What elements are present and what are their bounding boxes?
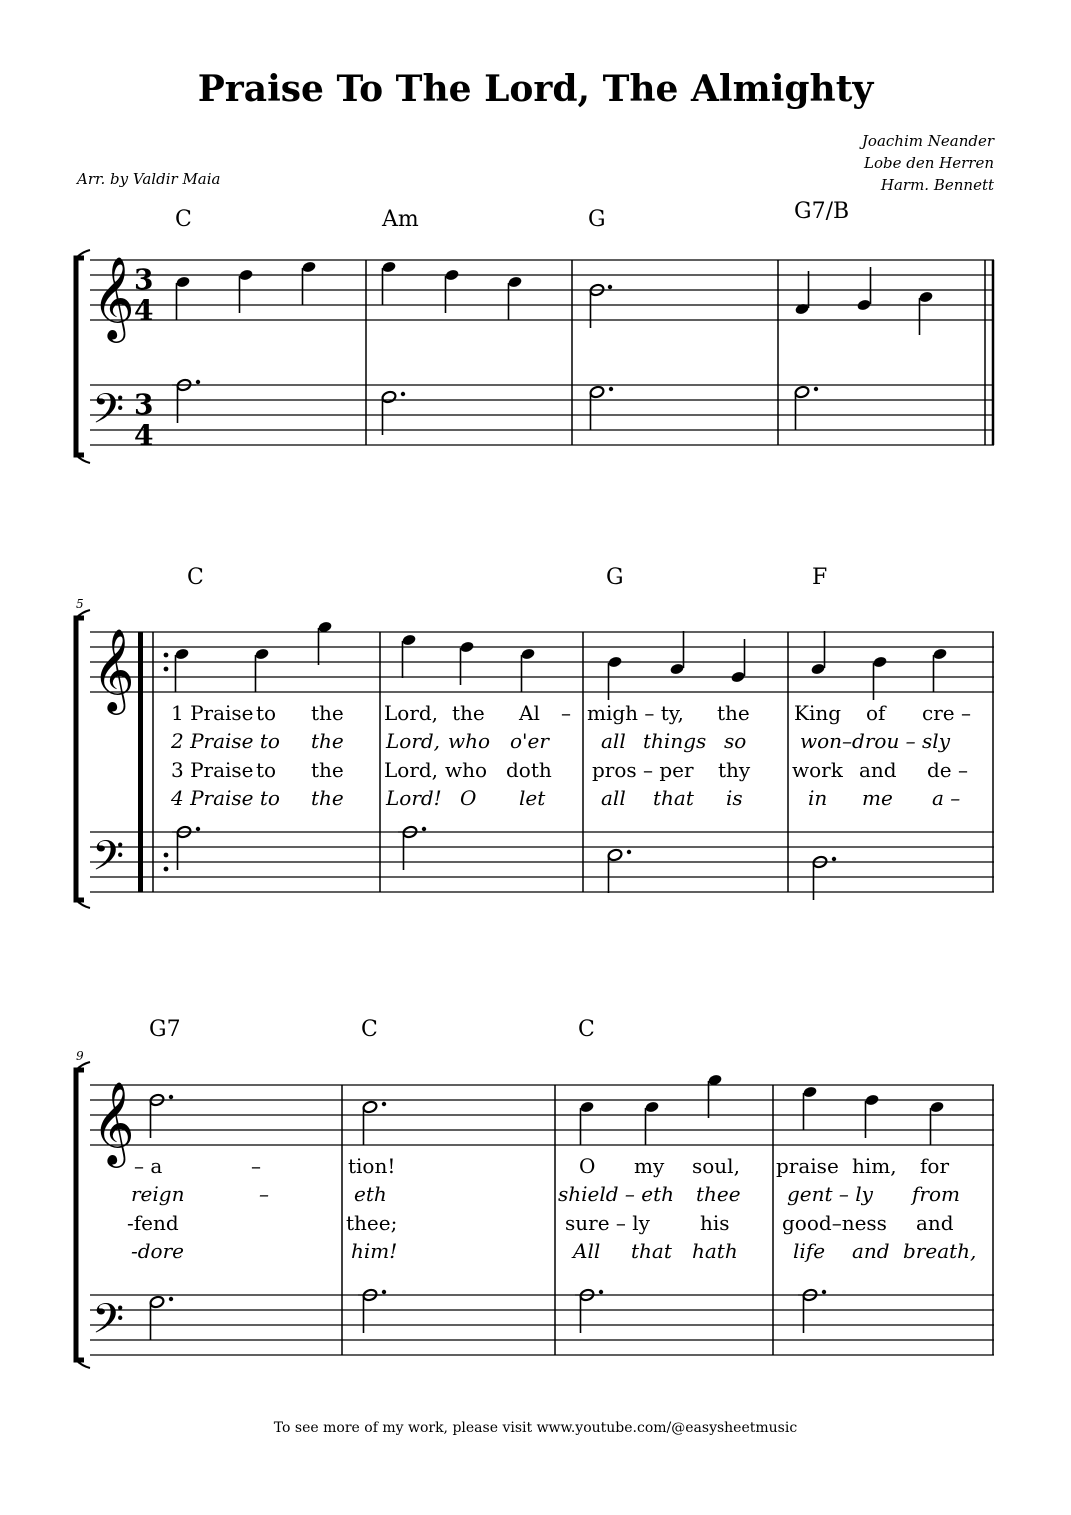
treble-clef-icon: 𝄞 <box>92 1080 135 1164</box>
chord-symbol: C <box>578 1017 595 1042</box>
lyric-syllable: – <box>251 1154 261 1178</box>
chord-symbol: F <box>812 565 828 590</box>
lyric-syllable: so <box>724 729 747 753</box>
lyric-syllable: sure – ly <box>565 1211 650 1235</box>
lyric-syllable: eth <box>354 1182 387 1206</box>
lyric-syllable: the <box>311 701 344 725</box>
lyric-syllable: all <box>601 729 626 753</box>
lyric-syllable: work <box>792 758 843 782</box>
lyric-syllable: tion! <box>348 1154 396 1178</box>
bass-clef-icon: 𝄢 <box>92 1295 125 1353</box>
chord-symbol: C <box>361 1017 378 1042</box>
lyric-syllable: All <box>573 1239 601 1263</box>
lyric-syllable: the <box>311 729 344 753</box>
lyric-syllable: a – <box>932 786 961 810</box>
lyric-syllable: good–ness <box>782 1211 887 1235</box>
lyric-syllable: shield – eth <box>558 1182 675 1206</box>
measure-8-treble <box>810 631 947 700</box>
lyric-syllable: Lord, <box>384 701 439 725</box>
treble-staff <box>90 1085 994 1145</box>
chord-symbol: G7/B <box>794 199 850 224</box>
system-1 <box>76 199 994 463</box>
lyric-syllable: the <box>311 758 344 782</box>
bass-staff <box>90 1295 994 1355</box>
lyric-syllable: him! <box>351 1239 398 1263</box>
chord-symbol: C <box>175 207 192 232</box>
bass-notes-system-1 <box>172 378 818 435</box>
lyric-syllable: things <box>643 729 707 753</box>
treble-staff <box>90 632 994 692</box>
system-bracket <box>76 618 84 900</box>
system-bracket <box>76 258 84 455</box>
chord-symbol: G7 <box>149 1017 181 1042</box>
lyric-syllable: praise <box>776 1154 839 1178</box>
lyric-syllable: Lord, <box>386 729 441 753</box>
lyric-syllable: for <box>920 1154 950 1178</box>
lyric-syllable: de – <box>927 758 968 782</box>
lyric-syllable: gent – ly <box>787 1182 873 1206</box>
lyric-syllable: Lord! <box>386 786 442 810</box>
chord-symbol: G <box>606 565 624 590</box>
lyric-syllable: who <box>445 758 488 782</box>
lyric-syllable: Lord, <box>384 758 439 782</box>
measure-number: 9 <box>76 1049 84 1063</box>
bass-staff <box>90 832 994 892</box>
lyric-syllable: King <box>794 701 842 725</box>
measure-10-treble <box>362 1100 386 1145</box>
lyric-syllable: of <box>866 701 886 725</box>
chord-symbol: G <box>588 207 606 232</box>
time-sig-denominator: 4 <box>134 294 154 327</box>
lyric-syllable: – <box>259 1182 269 1206</box>
treble-staff <box>90 260 994 320</box>
lyric-syllable: life <box>793 1239 826 1263</box>
lyric-syllable: in <box>808 786 828 810</box>
arranger-credit: Arr. by Valdir Maia <box>77 170 221 188</box>
system-3 <box>76 1017 994 1368</box>
measure-5-treble <box>174 620 332 692</box>
repeat-start-barline <box>138 632 168 892</box>
lyric-syllable: breath, <box>903 1239 977 1263</box>
tune-credit: Lobe den Herren <box>864 154 994 172</box>
time-sig-numerator: 3 <box>134 263 154 296</box>
bass-notes-system-3 <box>149 1288 826 1340</box>
measure-6-treble <box>401 633 535 692</box>
page-title: Praise To The Lord, The Almighty <box>197 68 874 110</box>
time-sig-denominator: 4 <box>134 419 154 452</box>
lyric-syllable: 4 Praise to <box>171 786 280 810</box>
treble-clef-icon: 𝄞 <box>92 255 135 339</box>
lyric-syllable: me <box>862 786 893 810</box>
lyric-syllable: reign <box>131 1182 185 1206</box>
lyric-syllable: let <box>519 786 546 810</box>
lyric-syllable: that <box>653 786 694 810</box>
system-bracket <box>76 1070 84 1360</box>
lyric-syllable: and <box>852 1239 890 1263</box>
barlines <box>342 1085 993 1355</box>
lyric-syllable: o'er <box>510 729 549 753</box>
lyric-syllable: O <box>579 1154 596 1178</box>
measure-4-treble <box>794 267 933 335</box>
chord-symbol: Am <box>382 207 419 232</box>
lyric-syllable: O <box>460 786 477 810</box>
measure-7-treble <box>607 631 745 700</box>
lyric-syllable: Al <box>519 701 540 725</box>
lyric-syllable: that <box>631 1239 672 1263</box>
footer-note: To see more of my work, please visit www.youtube.com/@easysheetmusic <box>273 1420 798 1436</box>
measure-11-treble <box>579 1073 722 1145</box>
lyrics-system-3 <box>127 1154 976 1263</box>
lyric-syllable: all <box>601 786 626 810</box>
lyric-syllable: and <box>859 758 897 782</box>
time-sig-numerator: 3 <box>134 388 154 421</box>
treble-clef-icon: 𝄞 <box>92 627 135 711</box>
lyric-syllable: -fend <box>127 1211 179 1235</box>
lyric-syllable: from <box>912 1182 960 1206</box>
lyric-syllable: thee <box>696 1182 741 1206</box>
lyric-syllable: – a <box>134 1154 163 1178</box>
lyric-syllable: the <box>717 701 750 725</box>
lyric-syllable: to <box>256 758 277 782</box>
lyric-syllable: won–drou – sly <box>800 729 950 753</box>
bass-notes-system-2 <box>172 825 836 900</box>
lyric-syllable: cre – <box>922 701 971 725</box>
lyric-syllable: doth <box>506 758 552 782</box>
barlines <box>366 260 993 445</box>
lyric-syllable: thy <box>718 758 751 782</box>
system-2 <box>76 565 994 908</box>
lyric-syllable: is <box>726 786 743 810</box>
measure-number: 5 <box>76 597 84 611</box>
bass-clef-icon: 𝄢 <box>92 832 125 890</box>
lyric-syllable: to <box>256 701 277 725</box>
lyric-syllable: pros – per <box>592 758 694 782</box>
lyric-syllable: 3 Praise <box>171 758 254 782</box>
lyrics-system-2 <box>170 701 971 810</box>
lyric-syllable: 1 Praise <box>171 701 254 725</box>
lyric-syllable: thee; <box>346 1211 398 1235</box>
composer-credit: Joachim Neander <box>861 132 994 150</box>
lyric-syllable: -dore <box>131 1239 184 1263</box>
lyric-syllable: my <box>634 1154 665 1178</box>
lyric-syllable: and <box>916 1211 954 1235</box>
bass-clef-icon: 𝄢 <box>92 385 125 443</box>
lyric-syllable: the <box>311 786 344 810</box>
harmony-credit: Harm. Bennett <box>880 176 994 194</box>
lyric-syllable: – <box>561 701 571 725</box>
lyric-syllable: his <box>700 1211 730 1235</box>
lyric-syllable: migh – ty, <box>587 701 684 725</box>
lyric-syllable: soul, <box>692 1154 740 1178</box>
lyric-syllable: hath <box>692 1239 738 1263</box>
lyric-syllable: the <box>452 701 485 725</box>
chord-symbol: C <box>187 565 204 590</box>
lyric-syllable: 2 Praise to <box>171 729 280 753</box>
lyric-syllable: him, <box>852 1154 897 1178</box>
lyric-syllable: who <box>448 729 491 753</box>
bass-staff <box>90 385 994 445</box>
